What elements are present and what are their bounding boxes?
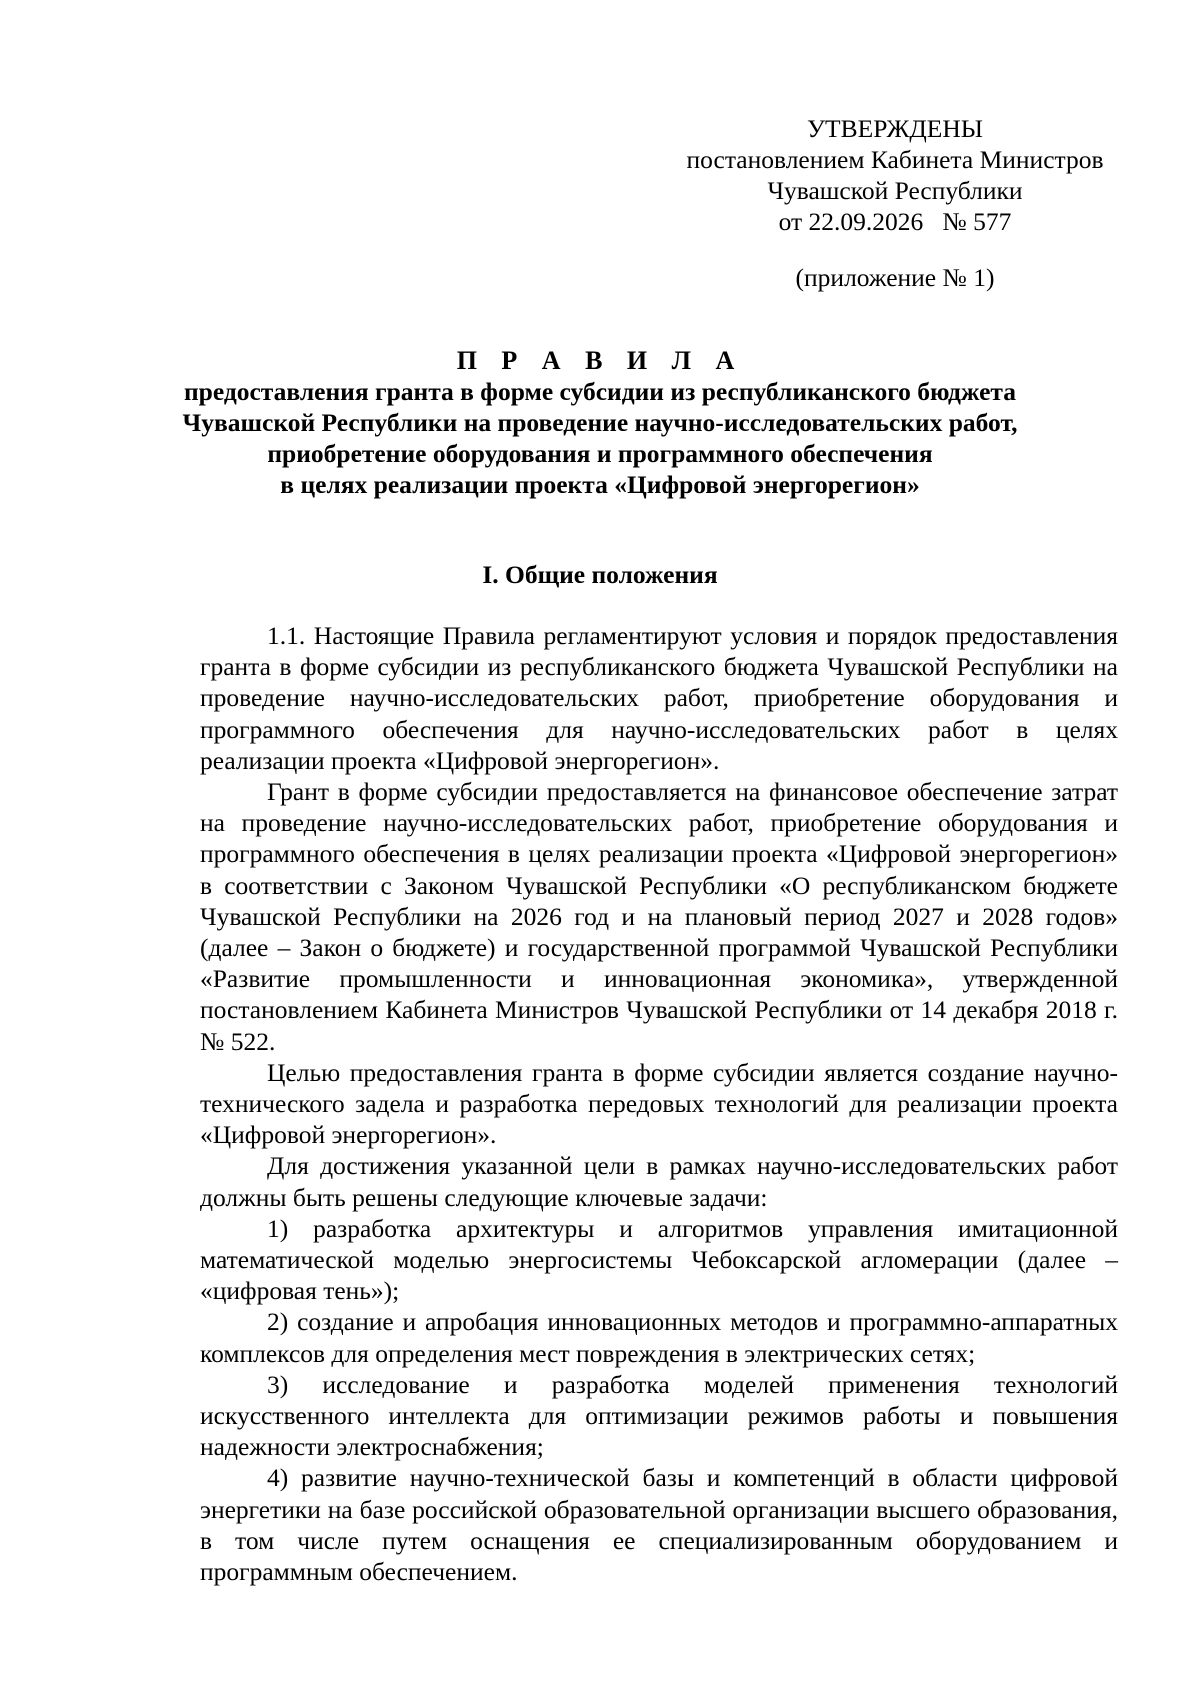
paragraph: 1.1. Настоящие Правила регламентируют условия и порядок предоставления гранта в форме субсидии из республиканского бюджета Чувашской Республики на проведение научно-исследовательских работ, приобретение оборудования и программного обеспечения для научно-исследовательских работ в целях реализации проекта «Цифровой энергорегион». xyxy=(200,621,1118,775)
title-line-2: Чувашской Республики на проведение научно-исследовательских работ, xyxy=(182,408,1018,437)
list-item: 4) развитие научно-технической базы и компетенций в области цифровой энергетики на базе российской образовательной организации высшего образования, в том числе путем оснащения ее специализированным оборудованием и программным обеспечением. xyxy=(200,1463,1118,1587)
approval-date-number: от 22.09.2026 № 577 xyxy=(778,207,1012,236)
title-line-1: предоставления гранта в форме субсидии из республиканского бюджета xyxy=(183,377,1017,406)
approval-republic: Чувашской Республики xyxy=(767,176,1023,205)
section-heading: I. Общие положения xyxy=(482,560,718,589)
appendix-label: (приложение № 1) xyxy=(795,263,995,292)
paragraph: Целью предоставления гранта в форме субсидии является создание научно-технического задела и разработка передовых технологий для реализации проекта «Цифровой энергорегион». xyxy=(200,1057,1118,1150)
approval-status: УТВЕРЖДЕНЫ xyxy=(807,114,983,143)
title-line-3: приобретение оборудования и программного обеспечения xyxy=(267,439,933,468)
list-item: 1) разработка архитектуры и алгоритмов управления имитационной математической моделью энергосистемы Чебоксарской агломерации (далее – «цифровая тень»); xyxy=(200,1213,1118,1306)
paragraph: Для достижения указанной цели в рамках научно-исследовательских работ должны быть решены следующие ключевые задачи: xyxy=(200,1151,1118,1212)
list-item: 2) создание и апробация инновационных методов и программно-аппаратных комплексов для определения мест повреждения в электрических сетях; xyxy=(200,1307,1118,1368)
title-line-4: в целях реализации проекта «Цифровой энергорегион» xyxy=(280,470,920,499)
list-item: 3) исследование и разработка моделей применения технологий искусственного интеллекта для оптимизации режимов работы и повышения надежности электроснабжения; xyxy=(200,1369,1118,1462)
section-body xyxy=(200,620,1118,1587)
title-main: П Р А В И Л А xyxy=(456,346,744,375)
approval-authority: постановлением Кабинета Министров xyxy=(686,145,1104,174)
paragraph: Грант в форме субсидии предоставляется на финансовое обеспечение затрат на проведение научно-исследовательских работ, приобретение оборудования и программного обеспечения в целях реализации проекта «Цифровой энергорегион» в соответствии с Законом Чувашской Республики «О республиканском бюджете Чувашской Республики на 2026 год и на плановый период 2027 и 2028 годов» (далее – Закон о бюджете) и государственной программой Чувашской Республики «Развитие промышленности и инновационная экономика», утвержденной постановлением Кабинета Министров Чувашской Республики от 14 декабря 2018 г. № 522. xyxy=(200,777,1118,1056)
approval-stamp xyxy=(660,113,1130,237)
document-title xyxy=(140,345,1060,500)
